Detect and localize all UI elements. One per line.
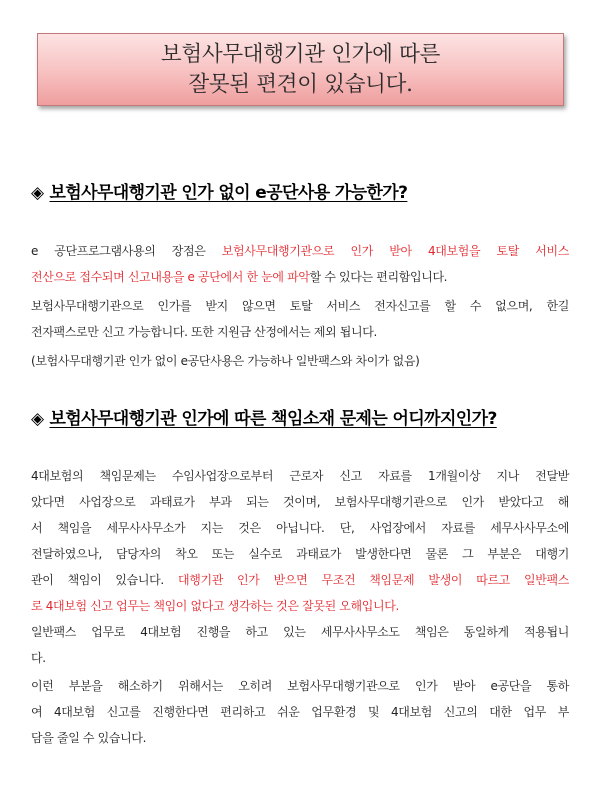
- section-2-heading: [31, 404, 497, 429]
- text-line: 여 4대보험 신고를 진행한다면 편리하고 쉬운 업무환경 및 4대보험 신고의 대한 업무 부: [31, 705, 569, 719]
- text-line: [31, 238, 569, 264]
- text-line: 일반팩스 업무로 4대보험 진행을 하고 있는 세무사사무소도 책임은 동일하게 적용됩니: [31, 625, 569, 639]
- diamond-bullet-icon: ◈: [31, 183, 44, 203]
- section-1-heading: [31, 178, 407, 203]
- highlighted-text: 전산으로 접수되며 신고내용을 e 공단에서 한 눈에 파악: [31, 270, 310, 284]
- text-line: [31, 567, 569, 593]
- text-span: 관이 책임이 있습니다.: [31, 573, 178, 587]
- text-line: 담을 줄일 수 있습니다.: [31, 731, 147, 745]
- section-2-body: [31, 463, 569, 751]
- text-line: 4대보험의 책임문제는 수임사업장으로부터 근로자 신고 자료를 1개월이상 지나 전달받: [31, 469, 569, 483]
- banner-title-line-1: 보험사무대행기관 인가에 따른: [160, 41, 441, 67]
- highlighted-text: 대행기관 인가 받으면 무조건 책임문제 발생이 따르고 일반팩스: [177, 573, 569, 587]
- highlighted-text: 보험사무대행기관으로 인가 받아 4대보험을 토탈 서비스: [221, 244, 569, 258]
- text-span: e 공단프로그램사용의 장점은: [31, 244, 222, 258]
- text-line: [31, 264, 569, 290]
- text-line: 전자팩스로만 신고 가능합니다. 또한 지원금 산정에서는 제외 됩니다.: [31, 325, 377, 339]
- text-line: 전달하였으나, 담당자의 착오 또는 실수로 과태료가 발생한다면 물론 그 부분은 대행기: [31, 547, 569, 561]
- section-2-heading-text: 보험사무대행기관 인가에 따른 책임소재 문제는 어디까지인가?: [49, 409, 497, 429]
- text-span: 할 수 있다는 편리함입니다.: [309, 270, 448, 284]
- title-banner: [37, 33, 564, 106]
- banner-title-line-2: 잘못된 편견이 있습니다.: [188, 71, 413, 97]
- text-line: (보험사무대행기관 인가 없이 e공단사용은 가능하나 일반팩스와 차이가 없음): [31, 354, 420, 368]
- section-1-heading-text: 보험사무대행기관 인가 없이 e공단사용 가능한가?: [49, 183, 408, 203]
- text-line: 았다면 사업장으로 과태료가 부과 되는 것이며, 보험사무대행기관으로 인가 받았다고 해: [31, 495, 569, 509]
- highlighted-text-line: 로 4대보험 신고 업무는 책임이 없다고 생각하는 것은 잘못된 오해입니다.: [31, 599, 399, 613]
- section-1-body: [31, 238, 569, 374]
- text-line: 보험사무대행기관으로 인가를 받지 않으면 토탈 서비스 전자신고를 할 수 없으며, 한길: [31, 299, 569, 313]
- diamond-bullet-icon: ◈: [31, 409, 44, 429]
- text-line: 이런 부분을 해소하기 위해서는 오히려 보험사무대행기관으로 인가 받아 e공단을 통하: [31, 679, 569, 693]
- text-line: 서 책임을 세무사사무소가 지는 것은 아닙니다. 단, 사업장에서 자료를 세무사사무소에: [31, 521, 569, 535]
- text-line: 다.: [31, 651, 46, 665]
